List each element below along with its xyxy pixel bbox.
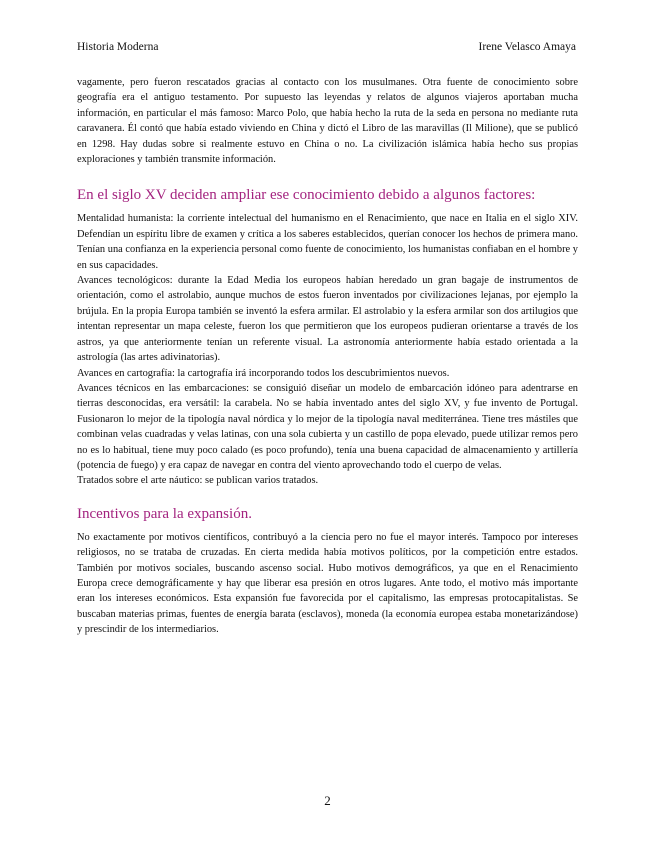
paragraph-treatises: Tratados sobre el arte náutico: se publican varios tratados. bbox=[77, 475, 319, 487]
header-author-name: Irene Velasco Amaya bbox=[478, 41, 576, 53]
intro-paragraph: vagamente, pero fueron rescatados gracias al contacto con los musulmanes. Otra fuente de conocimiento sobre geografía era el antiguo testamento. Por supuesto las leyendas y relatos de algunos viajeros aportaban mucha información, en particular el más famoso: Marco Polo, que había hecho la ruta de la seda en persona no mediante ruta caravanera. Él contó que había estado viviendo en China y dictó el Libro de las maravillas (Il Milione), que se publicó en 1298. Hay dudas sobre si realmente estuvo en China o no. La civilización islámica había hecho sus propias exploraciones y también transmite información. bbox=[77, 77, 578, 166]
page-number: 2 bbox=[324, 793, 331, 808]
header-course-title: Historia Moderna bbox=[77, 41, 159, 53]
paragraph-incentives: No exactamente por motivos científicos, contribuyó a la ciencia pero no fue el mayor interés. Tampoco por intereses religiosos, no se trataba de cruzadas. En cierta medida había motivos políticos, por la competición entre estados. También por motivos sociales, buscando ascenso social. Hubo motivos demográficos, ya que en el Renacimiento Europa crece demográficamente y hay que liberar esa presión en otros lugares. Ante todo, el motivo más importante eran los intereses económicos. Esta expansión fue favorecida por el capitalismo, las empresas protocapitalistas. Se buscaban materias primas, fuentes de energía barata (esclavos), moneda (la economía europea estaba monetarizándose) y prescindir de los intermediarios. bbox=[77, 531, 578, 636]
paragraph-humanism: Mentalidad humanista: la corriente intelectual del humanismo en el Renacimiento, que nace en Italia en el siglo XIV. Defendían un espíritu libre de examen y crítica a los saberes establecidos, querían conocer los hechos de primera mano. Tenían una confianza en la experiencia personal como fuente de conocimiento, los humanistas confiaban en el hombre y en sus capacidades. bbox=[77, 213, 578, 271]
paragraph-ships: Avances técnicos en las embarcaciones: se consiguió diseñar un modelo de embarcación idóneo para adentrarse en tierras desconocidas, era versátil: la carabela. No se había inventado antes del siglo XV, y fue invento de Portugal. Fusionaron lo mejor de la tipología naval nórdica y lo mejor de la tipología naval mediterránea. Tiene tres mástiles que combinan velas cuadradas y velas latinas, con una sola cubierta y un castillo de popa elevado, puede utilizar remos pero no es lo habitual, tiene muy poco calado (es poco profundo), tenía una buena capacidad de almacenamiento y artillería (potencia de fuego) y era capaz de navegar en contra del viento aprovechando todo el cuerpo de velas. bbox=[77, 382, 578, 471]
paragraph-cartography: Avances en cartografía: la cartografía irá incorporando todos los descubrimientos nuevos. bbox=[77, 367, 450, 379]
paragraph-technology: Avances tecnológicos: durante la Edad Media los europeos habían heredado un gran bagaje de instrumentos de orientación, como el astrolabio, aunque muchos de estos fueron inventados por civilizaciones lejanas, por ejemplo la brújula. En la propia Europa también se inventó la esfera armilar. El astrolabio y la esfera armilar son dos artilugios que intentan representar un mapa celeste, fueron los que permitieron que los europeos pudieran orientarse a través de los astros, ya que anteriormente tenían un referente visual. La astronomía anteriormente había estado orientada a la astrología (las artes adivinatorias). bbox=[77, 275, 578, 364]
section-heading-factors: En el siglo XV deciden ampliar ese conocimiento debido a algunos factores: bbox=[77, 187, 536, 204]
section-heading-incentives: Incentivos para la expansión. bbox=[77, 505, 252, 522]
page-content bbox=[77, 75, 578, 638]
